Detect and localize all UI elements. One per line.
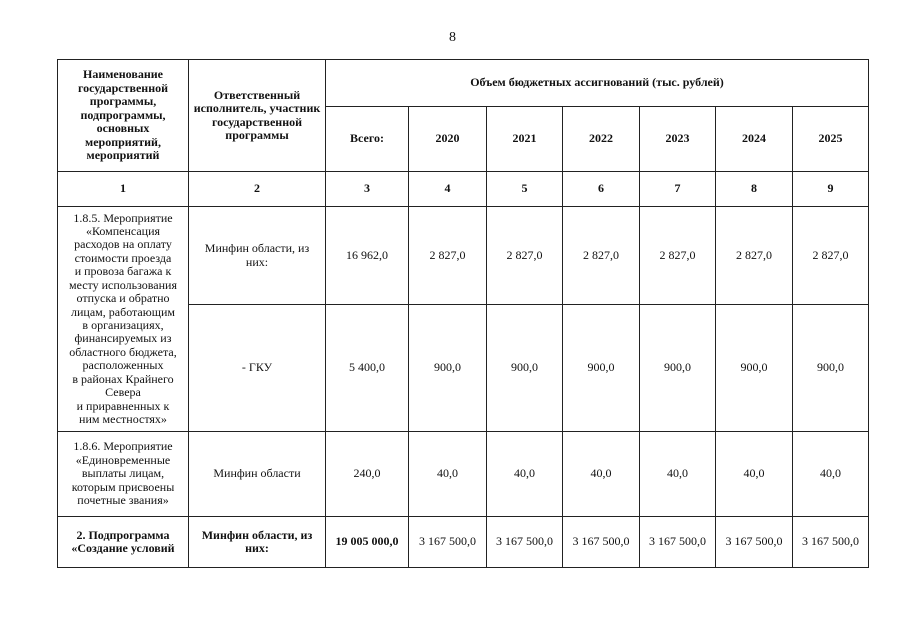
header-executor: Ответственный исполнитель, участник государственной программы xyxy=(189,60,326,172)
col-number: 4 xyxy=(409,172,487,207)
activity-1-8-5-name: 1.8.5. Мероприятие «Компенсация расходов на оплату стоимости проезда и провоза багажа к месту использования отпуска и обратно лицам, работающим в организациях, финансируемых из областного бюджета, расположенных в районах Крайнего Севера и приравненных к ним местностях» xyxy=(58,207,189,432)
header-year: 2023 xyxy=(640,107,716,172)
header-year: 2025 xyxy=(793,107,869,172)
col-number: 3 xyxy=(326,172,409,207)
total-cell: 16 962,0 xyxy=(326,207,409,305)
value-cell: 900,0 xyxy=(563,305,640,432)
col-number: 7 xyxy=(640,172,716,207)
value-cell: 40,0 xyxy=(409,432,487,517)
value-cell: 40,0 xyxy=(716,432,793,517)
value-cell: 3 167 500,0 xyxy=(793,517,869,568)
header-year: 2021 xyxy=(487,107,563,172)
subprogram-2-name: 2. Подпрограмма «Создание условий xyxy=(58,517,189,568)
col-number: 8 xyxy=(716,172,793,207)
value-cell: 3 167 500,0 xyxy=(640,517,716,568)
value-cell: 900,0 xyxy=(640,305,716,432)
value-cell: 900,0 xyxy=(716,305,793,432)
executor-cell: Минфин области xyxy=(189,432,326,517)
total-cell: 5 400,0 xyxy=(326,305,409,432)
executor-cell: Минфин области, из них: xyxy=(189,517,326,568)
value-cell: 2 827,0 xyxy=(563,207,640,305)
value-cell: 900,0 xyxy=(487,305,563,432)
value-cell: 40,0 xyxy=(793,432,869,517)
value-cell: 3 167 500,0 xyxy=(487,517,563,568)
page-number: 8 xyxy=(449,30,456,45)
total-cell: 19 005 000,0 xyxy=(326,517,409,568)
header-total: Всего: xyxy=(326,107,409,172)
value-cell: 2 827,0 xyxy=(487,207,563,305)
value-cell: 2 827,0 xyxy=(793,207,869,305)
col-number: 1 xyxy=(58,172,189,207)
total-cell: 240,0 xyxy=(326,432,409,517)
executor-cell: - ГКУ xyxy=(189,305,326,432)
header-year: 2024 xyxy=(716,107,793,172)
col-number: 5 xyxy=(487,172,563,207)
value-cell: 40,0 xyxy=(640,432,716,517)
value-cell: 40,0 xyxy=(487,432,563,517)
col-number: 9 xyxy=(793,172,869,207)
value-cell: 2 827,0 xyxy=(409,207,487,305)
col-number: 6 xyxy=(563,172,640,207)
header-year: 2022 xyxy=(563,107,640,172)
budget-table xyxy=(57,59,869,568)
header-budget: Объем бюджетных ассигнований (тыс. рублей) xyxy=(326,60,869,107)
header-name: Наименование государственной программы, подпрограммы, основных мероприятий, мероприятий xyxy=(58,60,189,172)
value-cell: 3 167 500,0 xyxy=(716,517,793,568)
value-cell: 2 827,0 xyxy=(716,207,793,305)
executor-cell: Минфин области, из них: xyxy=(189,207,326,305)
header-year: 2020 xyxy=(409,107,487,172)
value-cell: 900,0 xyxy=(409,305,487,432)
col-number: 2 xyxy=(189,172,326,207)
value-cell: 900,0 xyxy=(793,305,869,432)
value-cell: 3 167 500,0 xyxy=(409,517,487,568)
value-cell: 2 827,0 xyxy=(640,207,716,305)
value-cell: 40,0 xyxy=(563,432,640,517)
value-cell: 3 167 500,0 xyxy=(563,517,640,568)
activity-1-8-6-name: 1.8.6. Мероприятие «Единовременные выплаты лицам, которым присвоены почетные звания» xyxy=(58,432,189,517)
